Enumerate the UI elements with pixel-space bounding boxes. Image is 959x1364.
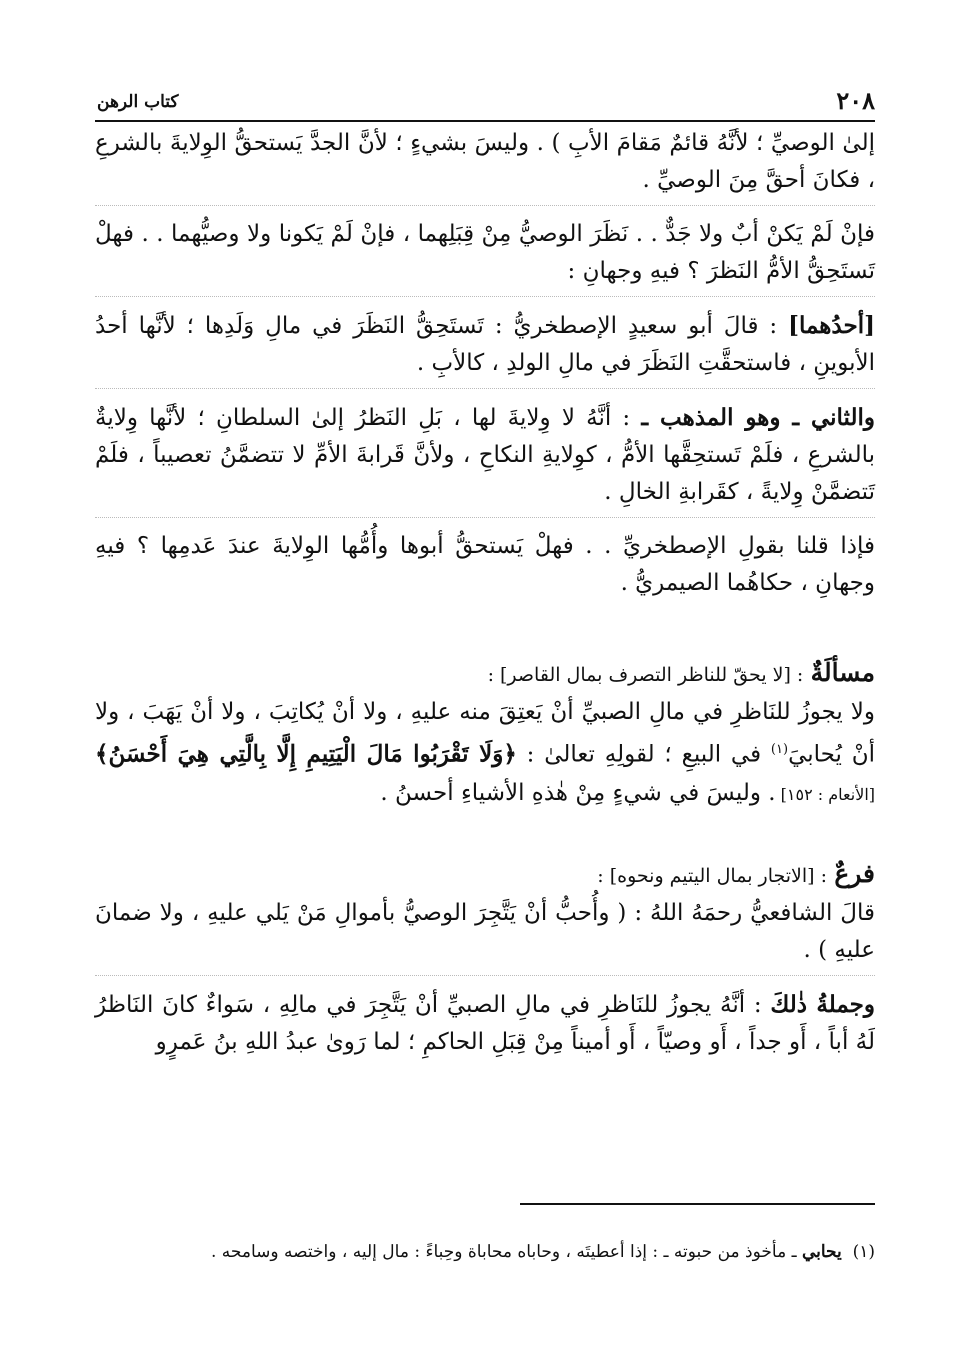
paragraph-lead: [أحدُهما] bbox=[788, 312, 875, 339]
page-body bbox=[95, 125, 875, 1077]
footnote-number: (١) bbox=[852, 1242, 875, 1262]
section-subtitle: : [الاتجار بمال اليتيم ونحوه] : bbox=[597, 864, 828, 887]
footnote-divider bbox=[520, 1203, 875, 1205]
footnote bbox=[95, 1236, 875, 1268]
footnote-marker: (١) bbox=[770, 742, 789, 757]
paragraph bbox=[95, 399, 875, 518]
paragraph bbox=[95, 307, 875, 389]
page-header bbox=[95, 84, 875, 122]
paragraph bbox=[95, 216, 875, 297]
paragraph bbox=[95, 694, 875, 819]
book-title: كتاب الرهن bbox=[97, 92, 179, 112]
paragraph-text: قالَ الشافعيُّ رحمَهُ اللهُ : ( وأُحبُّ أنْ يَتَّجِرَ الوصيُّ بأموالِ مَنْ يَلي عليهِ ، ولا ضمانَ عليهِ ) . bbox=[95, 899, 875, 963]
section-heading bbox=[95, 654, 875, 694]
quran-verse: ﴿وَلَا تَقْرَبُوا مَالَ الْيَتِيمِ إِلَّا بِالَّتِي هِيَ أَحْسَنُ﴾ bbox=[95, 740, 517, 768]
paragraph-lead: والثاني ـ وهو المذهب ـ bbox=[641, 404, 875, 431]
paragraph-text: : أنَّهُ لا وِلايةَ لها ، بَلِ النَظرُ إلىٰ السلطانِ ؛ لأنَّها وِلايةٌ بالشرعِ ، فلَمْ تَستحِقَّها الأمُّ ، كوِلايةِ النكاحِ ، ولأنَّ قَرابةَ الأمِّ لا تتضمَّنُ تعصيباً ، فلَمْ تَتضمَّنْ وِلايةً ، كقَرابةِ الخالِ . bbox=[95, 405, 875, 505]
spacer bbox=[95, 618, 875, 654]
section-keyword: مسألَةٌ bbox=[810, 658, 875, 687]
footnote-text: ـ مأخوذ من حبوته ـ : إذا أعطيتَه ، وحاباه محاباة وحِباءً : مال إليه ، واختصه وسامحه . bbox=[210, 1242, 802, 1262]
page-number: ٢٠٨ bbox=[836, 86, 875, 115]
paragraph-text: فإنْ لَمْ يَكنْ أبٌ ولا جَدٌّ . . نَظَرَ الوصيُّ مِنْ قِبَلِهما ، فإنْ لَمْ يَكونا ولا وصيُّهما . . فهلْ تَستَحِقُّ الأمُّ النَظرَ ؟ فيهِ وجهانِ : bbox=[95, 221, 875, 284]
paragraph-text: فإذا قلنا بقولِ الإصطخريِّ . . فهلْ يَستحقُّ أبوها وأُمُّها الوِلايةَ عندَ عَدمِها ؟ فيهِ وجهانِ ، حكاهُما الصيمريُّ . bbox=[95, 533, 875, 596]
paragraph bbox=[95, 528, 875, 608]
spacer bbox=[95, 829, 875, 855]
paragraph bbox=[95, 986, 875, 1067]
paragraph-text: إلىٰ الوصيِّ ؛ لأنَّهُ قائمٌ مَقامَ الأبِ ) . وليسَ بشيءٍ ؛ لأنَّ الجدَّ يَستحقُّ الوِلايةَ بالشرعِ ، فكانَ أحقَّ مِنَ الوصيِّ . bbox=[95, 130, 875, 193]
section-heading bbox=[95, 855, 875, 895]
paragraph-lead: وجملةُ ذٰلكَ bbox=[770, 990, 875, 1018]
paragraph-text: : أنَّهُ يجوزُ للنَاظرِ في مالِ الصبيِّ أنْ يَتَّجِرَ في مالِهِ ، سَواءٌ كانَ النَاظرُ لَهُ أباً ، أَو جداً ، أَو وصيّاً ، أَو أميناً مِنْ قِبَلِ الحاكمِ ؛ لما رَوىٰ عبدُ اللهِ بنُ عَمرٍو bbox=[95, 991, 875, 1055]
section-subtitle: : [لا يحقّ للناظر التصرف بمال القاصر] : bbox=[487, 664, 804, 686]
paragraph bbox=[95, 125, 875, 206]
footnote-keyword: يحابي bbox=[801, 1242, 842, 1262]
paragraph-text: في البيعِ ؛ لقولِهِ تعالىٰ : bbox=[516, 741, 771, 768]
section-keyword: فرعٌ bbox=[834, 858, 875, 888]
paragraph bbox=[95, 895, 875, 976]
paragraph-text: . وليسَ في شيءٍ مِنْ هٰذهِ الأشياءِ أحسنُ . bbox=[380, 779, 776, 806]
paragraph-text: : قالَ أبو سعيدٍ الإصطخريُّ : تَستَحِقُّ النَظَرَ في مالِ وَلَدِها ؛ لأنَّها أحدُ الأبوينِ ، فاستحقَّتِ النَظَرَ في مالِ الولدِ ، كالأبِ . bbox=[95, 313, 875, 376]
verse-reference: [الأنعام : ١٥٢] bbox=[775, 784, 875, 804]
paragraph-text: ولا يجوزُ للنَاظرِ في مالِ الصبيِّ أنْ يَعتِقَ منه عليهِ ، ولا أنْ يُكاتِبَ ، ولا أنْ يَهَبَ ، ولا أنْ يُحابيَ bbox=[95, 699, 876, 768]
